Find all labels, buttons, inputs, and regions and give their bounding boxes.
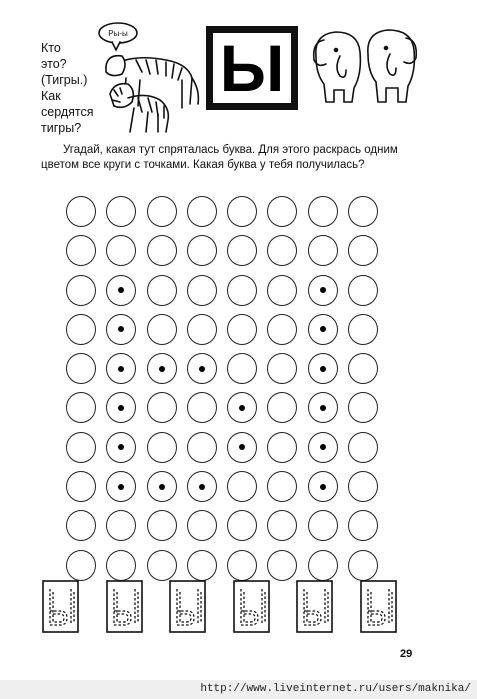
empty-circle[interactable] [147,275,177,306]
empty-circle[interactable] [267,471,297,502]
question-line: сердятся [41,105,94,119]
empty-circle[interactable] [348,275,378,306]
elephants-illustration [310,26,420,108]
empty-circle[interactable] [267,510,297,541]
empty-circle[interactable] [227,314,257,345]
dotted-circle[interactable] [106,432,136,463]
dotted-circle[interactable] [187,353,217,384]
dotted-circle[interactable] [308,353,338,384]
tracing-cell[interactable] [233,580,270,633]
empty-circle[interactable] [187,314,217,345]
empty-circle[interactable] [267,392,297,423]
empty-circle[interactable] [267,432,297,463]
empty-circle[interactable] [147,550,177,581]
empty-circle[interactable] [227,510,257,541]
empty-circle[interactable] [348,432,378,463]
empty-circle[interactable] [348,510,378,541]
question-line: Кто [41,41,61,55]
empty-circle[interactable] [187,275,217,306]
empty-circle[interactable] [106,550,136,581]
dotted-circle[interactable] [308,314,338,345]
empty-circle[interactable] [187,235,217,266]
dotted-circle[interactable] [106,392,136,423]
footer-url: http://www.liveinternet.ru/users/maknika/ [0,680,477,699]
dotted-circle[interactable] [308,432,338,463]
empty-circle[interactable] [147,196,177,227]
empty-circle[interactable] [147,392,177,423]
dotted-circle[interactable] [187,471,217,502]
empty-circle[interactable] [66,196,96,227]
empty-circle[interactable] [66,314,96,345]
question-line: (Тигры.) [41,73,88,87]
empty-circle[interactable] [66,550,96,581]
tracing-cell[interactable] [42,580,79,633]
empty-circle[interactable] [348,314,378,345]
empty-circle[interactable] [187,432,217,463]
empty-circle[interactable] [267,235,297,266]
empty-circle[interactable] [227,196,257,227]
empty-circle[interactable] [147,235,177,266]
tracing-cell[interactable] [296,580,333,633]
empty-circle[interactable] [267,275,297,306]
empty-circle[interactable] [308,196,338,227]
dotted-circle[interactable] [308,471,338,502]
dotted-circle[interactable] [106,353,136,384]
empty-circle[interactable] [348,550,378,581]
empty-circle[interactable] [227,550,257,581]
empty-circle[interactable] [66,471,96,502]
empty-circle[interactable] [187,196,217,227]
dotted-circle[interactable] [147,471,177,502]
empty-circle[interactable] [227,235,257,266]
empty-circle[interactable] [267,314,297,345]
empty-circle[interactable] [106,235,136,266]
empty-circle[interactable] [348,392,378,423]
grid-row [66,314,388,353]
empty-circle[interactable] [187,550,217,581]
grid-row [66,353,388,392]
grid-row [66,275,388,314]
empty-circle[interactable] [66,275,96,306]
tracing-cell[interactable] [360,580,397,633]
tigers-illustration [96,20,204,136]
question-line: тигры? [41,121,82,135]
empty-circle[interactable] [267,196,297,227]
grid-row [66,510,388,549]
page-number: 29 [400,648,413,660]
grid-row [66,196,388,235]
dotted-circle[interactable] [308,392,338,423]
empty-circle[interactable] [147,432,177,463]
dotted-circle[interactable] [147,353,177,384]
empty-circle[interactable] [227,471,257,502]
dotted-circle[interactable] [227,432,257,463]
empty-circle[interactable] [227,353,257,384]
empty-circle[interactable] [348,196,378,227]
letter-tracing-row [42,580,423,633]
dotted-circle[interactable] [106,314,136,345]
tracing-cell[interactable] [106,580,143,633]
question-line: Как [41,89,61,103]
empty-circle[interactable] [348,235,378,266]
empty-circle[interactable] [308,510,338,541]
empty-circle[interactable] [267,550,297,581]
empty-circle[interactable] [227,275,257,306]
empty-circle[interactable] [66,353,96,384]
empty-circle[interactable] [66,392,96,423]
grid-row [66,235,388,274]
empty-circle[interactable] [147,510,177,541]
speech-bubble-text: Ры-ы [108,29,128,38]
featured-letter-box [206,26,298,110]
grid-row [66,432,388,471]
dotted-circle[interactable] [106,471,136,502]
empty-circle[interactable] [66,432,96,463]
dotted-circle[interactable] [106,275,136,306]
dotted-circle[interactable] [227,392,257,423]
grid-row [66,471,388,510]
empty-circle[interactable] [147,314,177,345]
empty-circle[interactable] [267,353,297,384]
grid-row [66,392,388,431]
empty-circle[interactable] [187,392,217,423]
instruction-text: Угадай, какая тут спряталась буква. Для этого раскрась одним цветом все круги с точками. Какая буква у тебя получилась? [41,144,398,171]
dot-circle-grid [66,196,388,589]
empty-circle[interactable] [106,196,136,227]
empty-circle[interactable] [348,471,378,502]
empty-circle[interactable] [106,510,136,541]
empty-circle[interactable] [66,510,96,541]
question-line: это? [41,57,67,71]
dotted-circle[interactable] [308,275,338,306]
tracing-cell[interactable] [169,580,206,633]
empty-circle[interactable] [187,510,217,541]
empty-circle[interactable] [348,353,378,384]
featured-letter: Ы [219,31,285,105]
empty-circle[interactable] [66,235,96,266]
empty-circle[interactable] [308,550,338,581]
empty-circle[interactable] [308,235,338,266]
